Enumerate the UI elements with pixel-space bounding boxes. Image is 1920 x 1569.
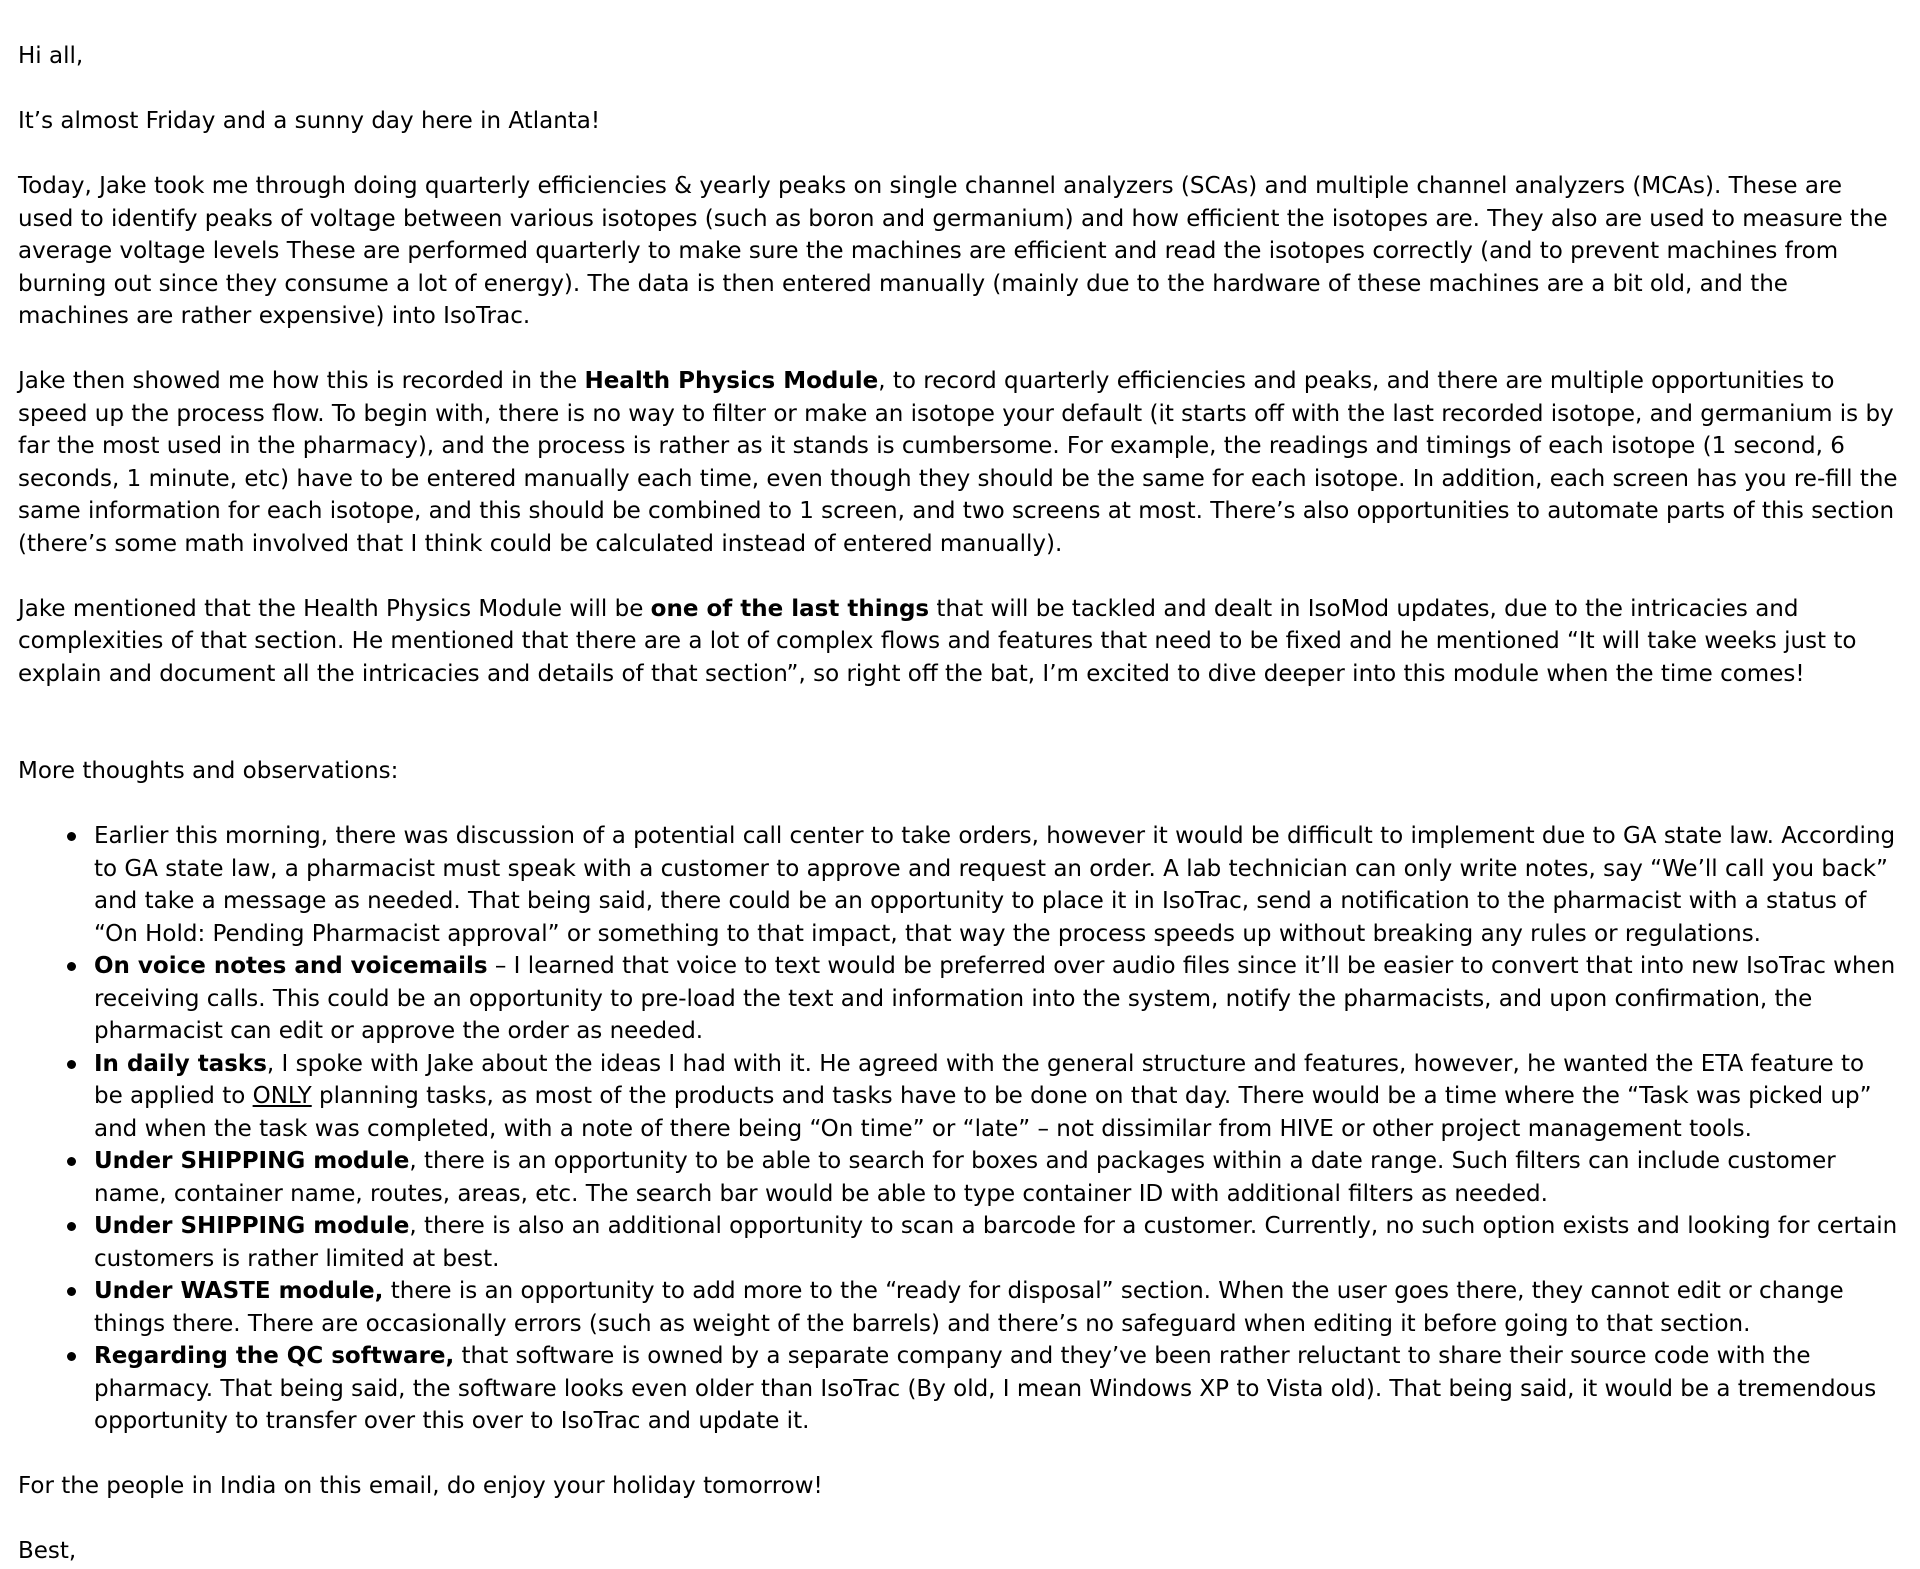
spacer <box>18 138 1900 171</box>
list-item <box>94 820 1900 950</box>
list-item <box>94 1048 1900 1146</box>
text: planning tasks, as most of the products and tasks have to be done on that day. There would be a time where the “Task was picked up” and when the task was completed, with a note of there being “On time” or “late” – not dissimilar from HIVE or other project management tools. <box>94 1083 1872 1142</box>
bold-text: On voice notes and voicemails <box>94 953 488 979</box>
list-item <box>94 1145 1900 1210</box>
list-item <box>94 1210 1900 1275</box>
spacer <box>18 690 1900 755</box>
text: , I spoke with Jake about the ideas I had with it. He agreed with the general structure and features, however, he wanted the ETA feature to be applied to <box>94 1050 1865 1109</box>
text: , there is an opportunity to be able to search for boxes and packages within a date range. Such filters can include customer name, container name, routes, areas, etc. The search bar would be able to type container ID with additional filters as needed. <box>94 1148 1836 1207</box>
greeting: Hi all, <box>18 43 84 69</box>
spacer <box>18 560 1900 593</box>
bold-text: Under SHIPPING module <box>94 1148 410 1174</box>
list-item <box>94 1275 1900 1340</box>
text: Earlier this morning, there was discussion of a potential call center to take orders, however it would be difficult to implement due to GA state law. According to GA state law, a pharmacist must speak with a customer to approve and request an order. A lab technician can only write notes, say “We’ll call you back” and take a message as needed. That being said, there could be an opportunity to place it in IsoTrac, send a notification to the pharmacist with a status of “On Hold: Pending Pharmacist approval” or something to that impact, that way the process speeds up without breaking any rules or regulations. <box>94 823 1896 947</box>
paragraph-isomod-updates <box>18 593 1900 691</box>
list-item <box>94 1340 1900 1438</box>
text: Jake mentioned that the Health Physics Module will be <box>18 595 651 622</box>
spacer <box>18 333 1900 366</box>
text: , there is also an additional opportunity to scan a barcode for a customer. Currently, no such option exists and looking for certain customers is rather limited at best. <box>94 1213 1898 1272</box>
signoff: Best, <box>18 1538 77 1564</box>
spacer <box>18 73 1900 106</box>
bold-text: In daily tasks <box>94 1050 267 1077</box>
text: that will be tackled and dealt in IsoMod updates, due to the intricacies and complexities of that section. He mentioned that there are a lot of complex flows and features that need to be fixed and he mentioned “It will take weeks just to explain and document all the intricacies and details of that section”, so right off the bat, I’m excited to dive deeper into this module when the time comes! <box>18 595 1857 687</box>
bold-text: Under WASTE module, <box>94 1278 384 1304</box>
spacer <box>18 1503 1900 1536</box>
list-item <box>94 950 1900 1048</box>
text: there is an opportunity to add more to the “ready for disposal” section. When the user goes there, they cannot edit or change things there. There are occasionally errors (such as weight of the barrels) and there’s no safeguard when editing it before going to that section. <box>94 1278 1844 1337</box>
closing-note: For the people in India on this email, do enjoy your holiday tomorrow! <box>18 1473 823 1499</box>
spacer <box>18 1438 1900 1471</box>
bold-text: Regarding the QC software, <box>94 1343 455 1369</box>
paragraph-health-physics <box>18 365 1900 560</box>
paragraph-efficiencies: Today, Jake took me through doing quarterly efficiencies & yearly peaks on single channel analyzers (SCAs) and multiple channel analyzers (MCAs). These are used to identify peaks of voltage between various isotopes (such as boron and germanium) and how efficient the isotopes are. They also are used to measure the average voltage levels These are performed quarterly to make sure the machines are efficient and read the isotopes correctly (and to prevent machines from burning out since they consume a lot of energy). The data is then entered manually (mainly due to the hardware of these machines are a bit old, and the machines are rather expensive) into IsoTrac. <box>18 173 1888 329</box>
text: Jake then showed me how this is recorded in the <box>18 368 585 394</box>
thoughts-heading: More thoughts and observations: <box>18 758 399 784</box>
intro-line: It’s almost Friday and a sunny day here in Atlanta! <box>18 108 601 134</box>
text: – I learned that voice to text would be preferred over audio files since it’ll be easier to convert that into new IsoTrac when receiving calls. This could be an opportunity to pre-load the text and information into the system, notify the pharmacists, and upon confirmation, the pharmacist can edit or approve the order as needed. <box>94 953 1896 1044</box>
text: , to record quarterly efficiencies and peaks, and there are multiple opportunities to speed up the process flow. To begin with, there is no way to filter or make an isotope your default (it starts off with the last recorded isotope, and germanium is by far the most used in the pharmacy), and the process is rather as it stands is cumbersome. For example, the readings and timings of each isotope (1 second, 6 seconds, 1 minute, etc) have to be entered manually each time, even though they should be the same for each isotope. In addition, each screen has you re-fill the same information for each isotope, and this should be combined to 1 screen, and two screens at most. There’s also opportunities to automate parts of this section (there’s some math involved that I think could be calculated instead of entered manually). <box>18 368 1898 557</box>
underlined-text: ONLY <box>252 1083 312 1109</box>
bold-text: Under SHIPPING module <box>94 1213 410 1239</box>
bold-text: one of the last things <box>650 595 930 622</box>
spacer <box>18 788 1900 821</box>
text: that software is owned by a separate company and they’ve been rather reluctant to share their source code with the pharmacy. That being said, the software looks even older than IsoTrac (By old, I mean Windows XP to Vista old). That being said, it would be a tremendous opportunity to transfer over this over to IsoTrac and update it. <box>94 1343 1877 1434</box>
observations-list <box>18 820 1900 1438</box>
bold-text: Health Physics Module <box>584 368 879 394</box>
